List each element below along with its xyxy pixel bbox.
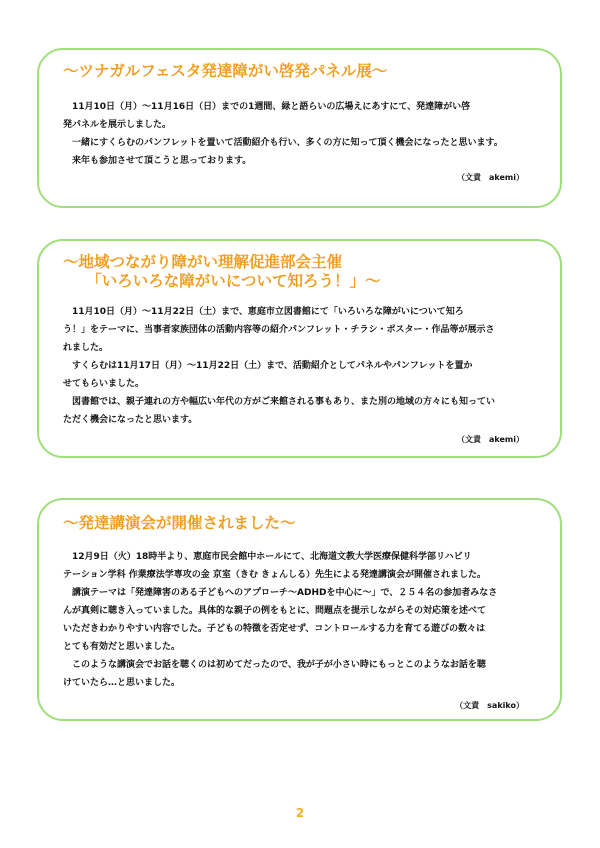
section-panel-exhibition — [37, 48, 562, 208]
body-line: 11月10日（月）～11月16日（日）までの1週間、緑と語らいの広場えにあすにて、発達障がい啓 — [63, 102, 471, 112]
body-line: いただきわかりやすい内容でした。子どもの特徴を否定せず、コントロールする力を育てる遊びの数々は — [63, 624, 486, 634]
body-line: ただく機会になったと思います。 — [63, 415, 198, 425]
body-line: 一緒にすくらむのパンフレットを置いて活動紹介も行い、多くの方に知って頂く機会になったと思います。 — [63, 138, 503, 148]
section-title-line: ～地域つながり障がい理解促進部会主催 — [63, 253, 343, 271]
body-line: テーション学科 作業療法学専攻の金 京室（きむ きょんしる）先生による発達講演会が開催されました。 — [63, 570, 487, 580]
section-body — [63, 548, 497, 692]
section-lecture — [37, 498, 562, 721]
body-line: う！」をテーマに、当事者家族団体の活動内容等の紹介パンフレット・チラシ・ポスター・作品等が展示さ — [63, 325, 495, 335]
section-title-line: 「いろいろな障がいについて知ろう！」～ — [63, 272, 381, 290]
signature: （文責 akemi） — [456, 173, 524, 182]
body-line: れました。 — [63, 343, 109, 353]
signature: （文責 sakiko） — [455, 701, 524, 710]
body-line: 来年も参加させて頂こうと思っております。 — [63, 156, 252, 166]
body-line: すくらむは11月17日（月）～11月22日（土）まで、活動紹介としてパネルやパンフレットを置か — [63, 361, 473, 371]
section-understanding-event — [37, 239, 562, 458]
page-number: 2 — [295, 806, 305, 820]
body-line: とても有効だと思いました。 — [63, 642, 181, 652]
section-body — [63, 303, 495, 429]
section-body — [63, 98, 503, 170]
body-line: けていたら…と思いました。 — [63, 678, 181, 688]
body-line: んが真剣に聴き入っていました。具体的な親子の例をもとに、問題点を提示しながらその対応策を述べて — [63, 606, 487, 616]
body-line: せてもらいました。 — [63, 379, 145, 389]
body-line: 発パネルを展示しました。 — [63, 120, 172, 130]
body-line: 図書館では、親子連れの方や幅広い年代の方がご来館される事もあり、また別の地域の方々にも知ってい — [63, 397, 496, 407]
section-title: ～ツナガルフェスタ発達障がい啓発パネル展～ — [63, 62, 388, 80]
body-line: このような講演会でお話を聴くのは初めてだったので、我が子が小さい時にもっとこのようなお話を聴 — [63, 660, 486, 670]
body-line: 11月10日（月）～11月22日（土）まで、恵庭市立図書館にて「いろいろな障がいについて知ろ — [63, 307, 464, 317]
body-line: 12月9日（火）18時半より、恵庭市民会館中ホールにて、北海道文教大学医療保健科学部リハビリ — [63, 552, 472, 562]
body-line: 講演テーマは「発達障害のある子どもへのアプローチ～ADHDを中心に～」で、２５４名の参加者みなさ — [63, 588, 498, 598]
signature: （文責 akemi） — [456, 435, 524, 444]
section-title: ～発達講演会が開催されました～ — [63, 514, 296, 532]
